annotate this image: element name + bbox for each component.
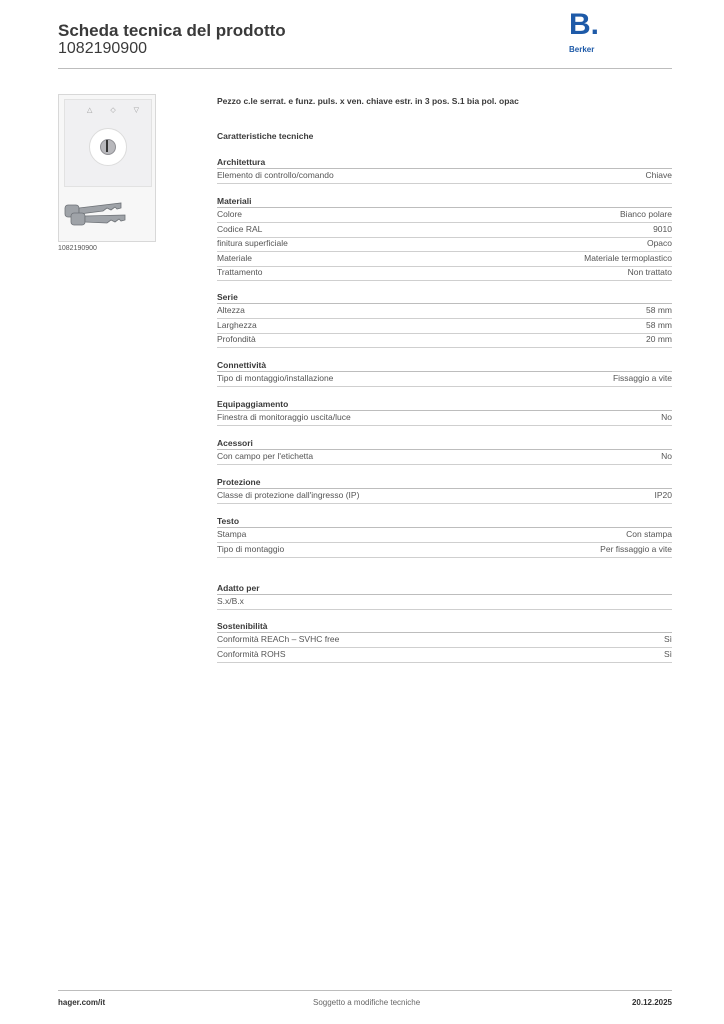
section-title: Acessori <box>217 438 253 448</box>
spec-label: Materiale <box>217 252 252 263</box>
spec-label: Tipo di montaggio/installazione <box>217 373 334 383</box>
product-description: Pezzo c.le serrat. e funz. puls. x ven. chiave estr. in 3 pos. S.1 bia pol. opac <box>217 96 519 106</box>
spec-row <box>217 252 672 267</box>
spec-value: No <box>661 451 672 461</box>
spec-label: Altezza <box>217 305 245 315</box>
spec-value: No <box>661 412 672 422</box>
spec-label: Codice RAL <box>217 223 263 234</box>
spec-value: Bianco polare <box>620 209 672 219</box>
spec-row <box>217 319 672 334</box>
spec-value: Non trattato <box>627 267 672 277</box>
spec-value: Opaco <box>646 238 672 248</box>
spec-label: Tipo di montaggio <box>217 543 285 554</box>
spec-label: Classe di protezione dall'ingresso (IP) <box>217 490 360 500</box>
spec-label: Finestra di monitoraggio uscita/luce <box>217 412 351 422</box>
spec-label: Profondità <box>217 334 256 344</box>
section-title: Protezione <box>217 477 261 487</box>
spec-value: 58 mm <box>646 305 672 315</box>
spec-label: finitura superficiale <box>217 238 288 248</box>
spec-row <box>217 333 672 348</box>
section-title: Materiali <box>217 196 252 206</box>
spec-row <box>217 411 672 426</box>
section-title: Testo <box>217 516 240 526</box>
keys-icon <box>63 191 129 231</box>
spec-value: IP20 <box>654 490 672 500</box>
product-code: 1082190900 <box>58 40 147 57</box>
spec-value: Per fissaggio a vite <box>600 543 672 554</box>
spec-label: Colore <box>217 209 243 219</box>
spec-label: Elemento di controllo/comando <box>217 170 334 180</box>
logo-mark: B. <box>569 8 599 41</box>
section-title: Equipaggiamento <box>217 399 289 409</box>
section-title: Sostenibilità <box>217 621 268 631</box>
spec-value: Materiale termoplastico <box>584 252 672 263</box>
spec-label: Conformità REACh – SVHC free <box>217 634 340 644</box>
spec-label: Stampa <box>217 529 247 539</box>
spec-row <box>217 450 672 465</box>
spec-value: Fissaggio a vite <box>612 373 672 383</box>
spec-value: Chiave <box>645 170 672 180</box>
spec-value: Sì <box>663 634 672 644</box>
spec-row <box>217 223 672 238</box>
spec-value: Sì <box>663 648 672 659</box>
spec-row <box>217 237 672 252</box>
footer-website[interactable]: hager.com/it <box>58 998 106 1007</box>
footer-divider <box>58 990 672 991</box>
spec-label: Con campo per l'etichetta <box>217 451 314 461</box>
spec-label: S.x/B.x <box>217 596 244 606</box>
switch-plate <box>64 99 152 187</box>
image-caption: 1082190900 <box>58 245 97 252</box>
lock-cylinder <box>100 139 116 155</box>
footer-date: 20.12.2025 <box>631 998 672 1007</box>
spec-value: Con stampa <box>626 529 672 539</box>
product-details <box>217 0 672 1024</box>
spec-row <box>217 648 672 663</box>
features-heading: Caratteristiche tecniche <box>217 131 314 141</box>
key-slot <box>106 140 108 152</box>
spec-row <box>217 266 672 281</box>
spec-row <box>217 543 672 558</box>
spec-row <box>217 595 672 610</box>
spec-label: Trattamento <box>217 267 263 277</box>
spec-value: 58 mm <box>646 319 672 330</box>
spec-label: Larghezza <box>217 319 257 330</box>
spec-row <box>217 633 672 648</box>
spec-row <box>217 169 672 184</box>
logo-text: Berker <box>569 45 595 54</box>
spec-row <box>217 304 672 319</box>
spec-value: 20 mm <box>646 334 672 344</box>
section-title: Serie <box>217 292 238 302</box>
page-title: Scheda tecnica del prodotto <box>58 21 286 40</box>
spec-row <box>217 489 672 504</box>
spec-label: Conformità ROHS <box>217 648 286 659</box>
direction-arrows: △ ◇ ▽ <box>87 107 148 114</box>
spec-row <box>217 208 672 223</box>
spec-value: 9010 <box>653 223 672 234</box>
section-title: Architettura <box>217 157 266 167</box>
spec-row <box>217 528 672 543</box>
spec-row <box>217 372 672 387</box>
section-title: Connettività <box>217 360 267 370</box>
product-image <box>58 94 156 242</box>
footer-note: Soggetto a modifiche tecniche <box>313 998 421 1007</box>
section-title: Adatto per <box>217 583 260 593</box>
